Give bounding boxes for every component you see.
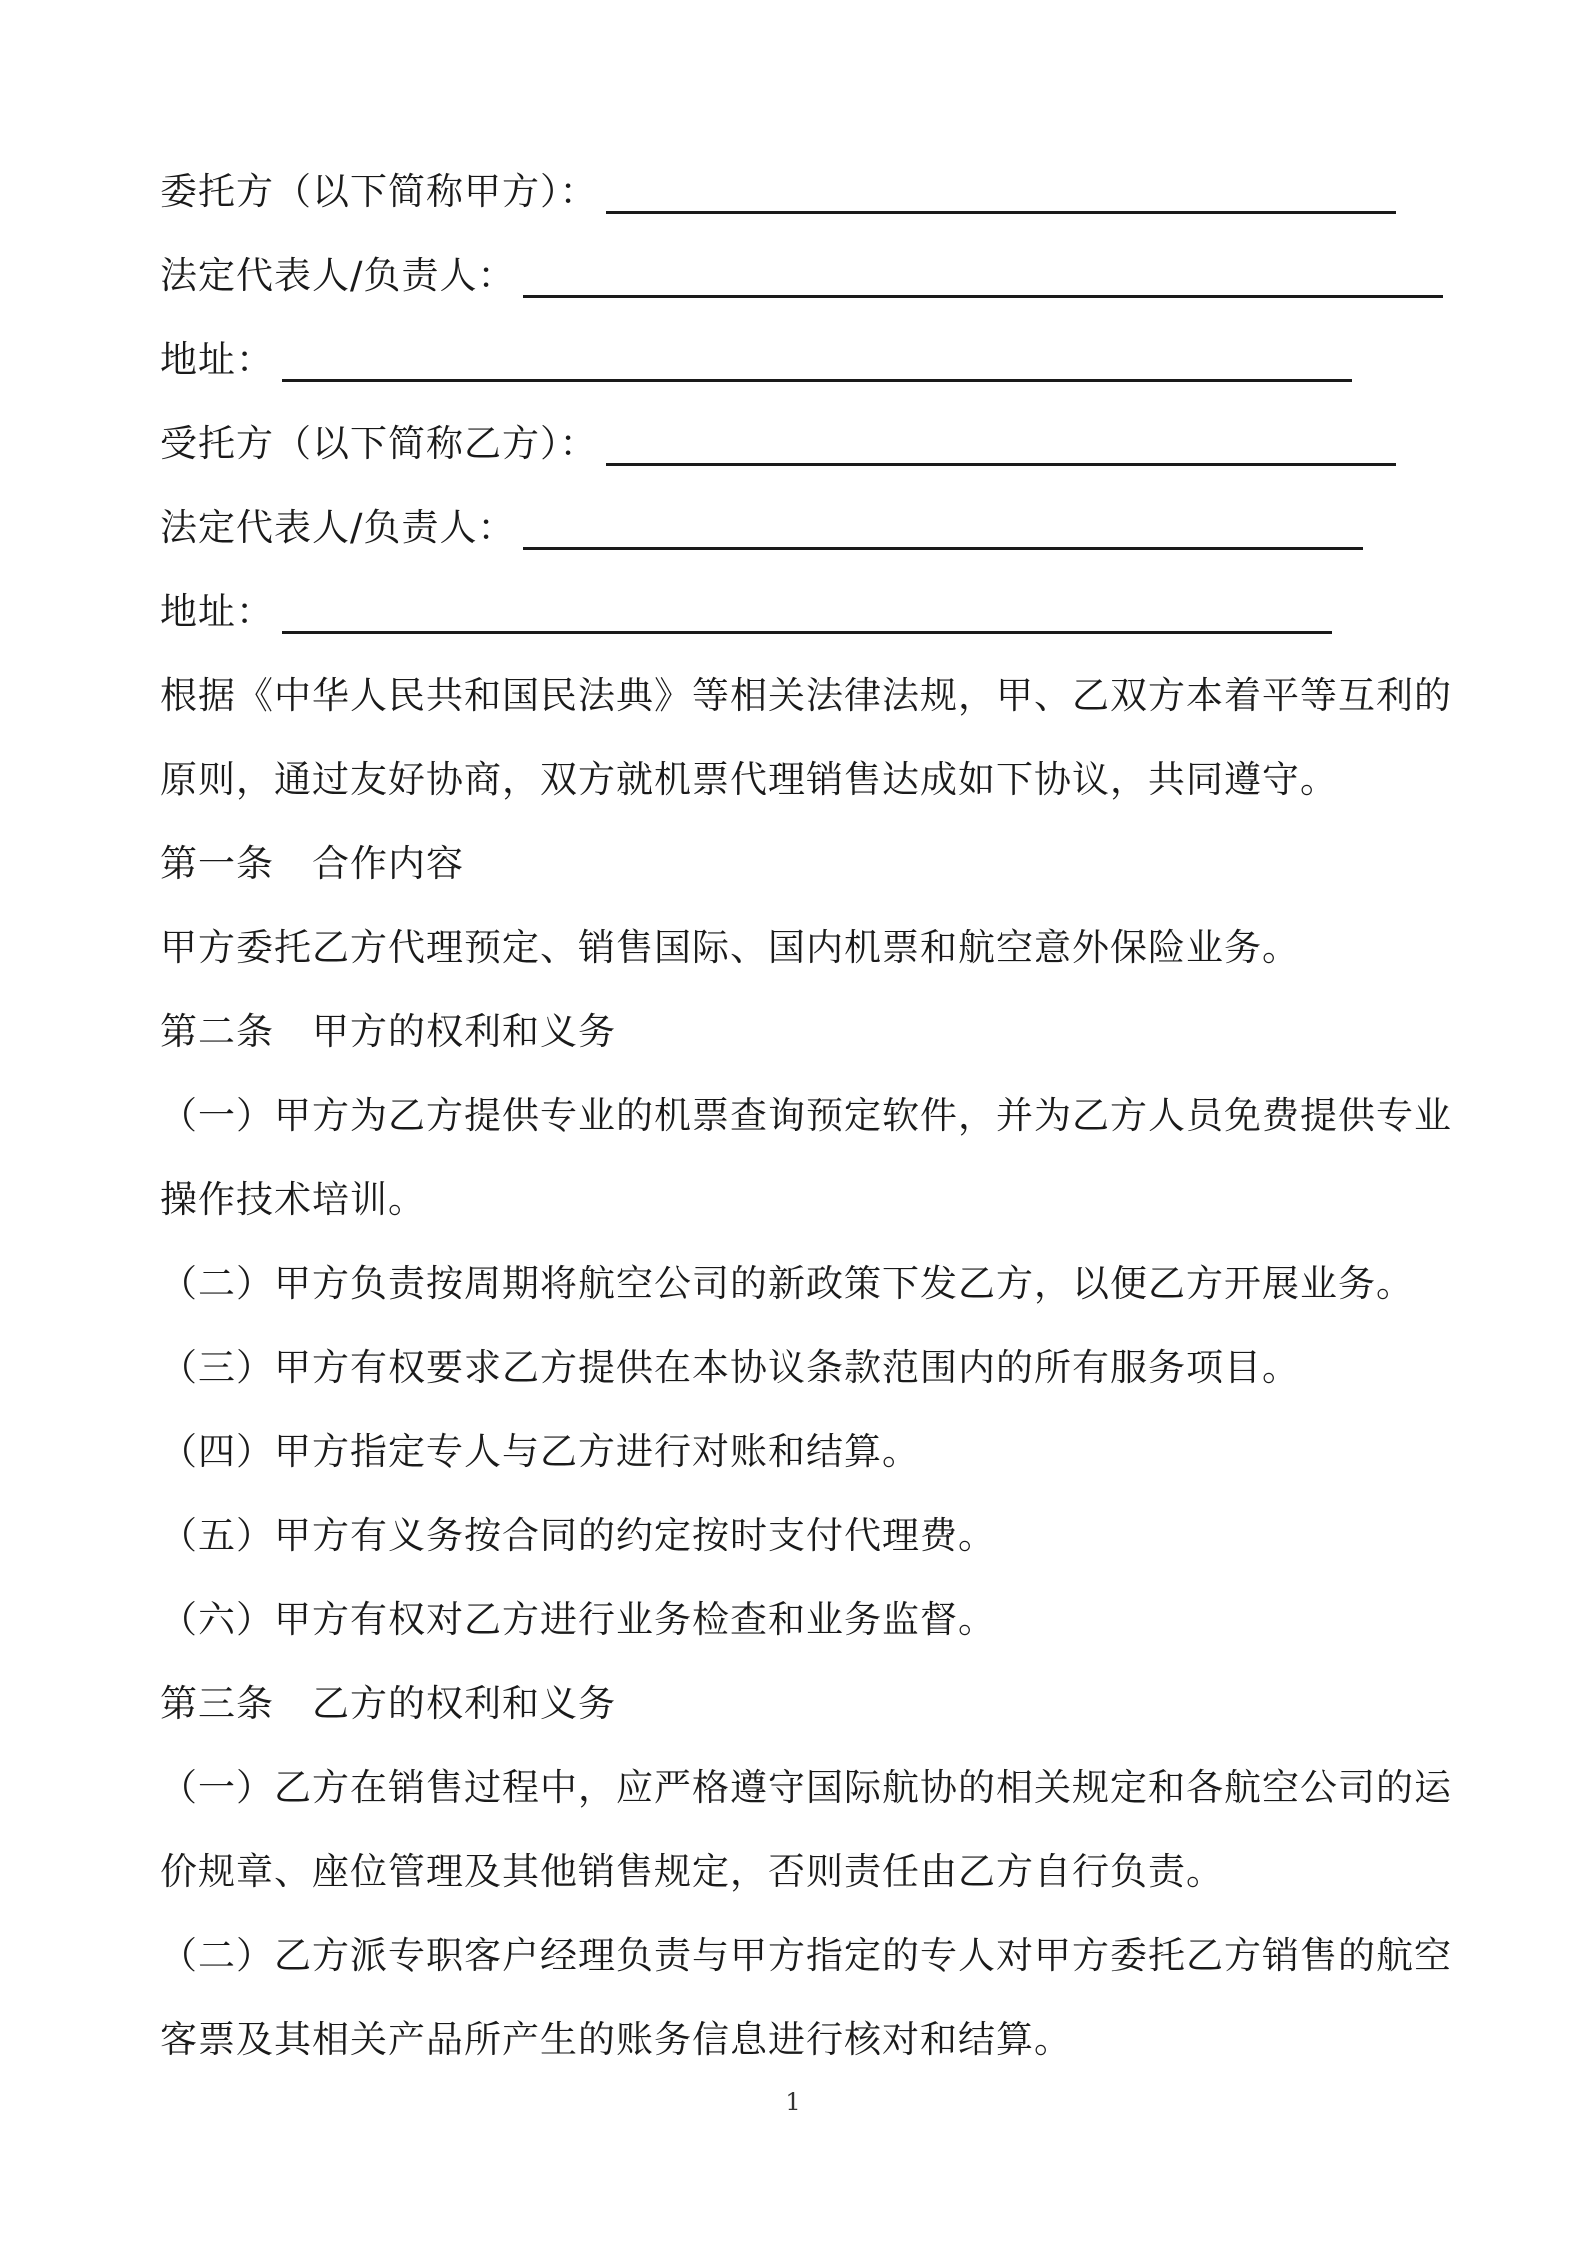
- article-3-item-1-line-1: （一）乙方在销售过程中，应严格遵守国际航协的相关规定和各航空公司的运: [160, 1766, 1452, 1809]
- principal-address-label: 地址：: [160, 338, 274, 381]
- principal-rep-label: 法定代表人/负责人：: [160, 254, 516, 297]
- agent-label: 受托方（以下简称乙方）：: [160, 422, 598, 465]
- article-2-title: 甲方的权利和义务: [312, 1010, 616, 1053]
- principal-rep-blank-line[interactable]: [523, 259, 1443, 298]
- article-3-item-2-line-1: （二）乙方派专职客户经理负责与甲方指定的专人对甲方委托乙方销售的航空: [160, 1934, 1452, 1977]
- article-3-item-1-line-2: 价规章、座位管理及其他销售规定，否则责任由乙方自行负责。: [160, 1850, 1224, 1893]
- agent-field: [160, 422, 1396, 466]
- article-1-number: 第一条: [160, 842, 274, 885]
- agent-address-label: 地址：: [160, 590, 274, 633]
- article-2-item-5: （五）甲方有义务按合同的约定按时支付代理费。: [160, 1514, 996, 1557]
- principal-label: 委托方（以下简称甲方）：: [160, 170, 598, 213]
- agent-rep-label: 法定代表人/负责人：: [160, 506, 516, 549]
- article-3-item-2-line-2: 客票及其相关产品所产生的账务信息进行核对和结算。: [160, 2018, 1072, 2061]
- article-1-heading: [160, 842, 464, 886]
- article-2-item-3: （三）甲方有权要求乙方提供在本协议条款范围内的所有服务项目。: [160, 1346, 1300, 1389]
- article-2-heading: [160, 1010, 616, 1054]
- article-1-body: 甲方委托乙方代理预定、销售国际、国内机票和航空意外保险业务。: [160, 926, 1300, 969]
- article-1-title: 合作内容: [312, 842, 464, 885]
- principal-address-field: [160, 338, 1352, 382]
- article-3-number: 第三条: [160, 1682, 274, 1725]
- principal-blank-line[interactable]: [606, 175, 1396, 214]
- article-3-heading: [160, 1682, 616, 1726]
- principal-address-blank-line[interactable]: [282, 343, 1352, 382]
- agent-address-field: [160, 590, 1332, 634]
- principal-rep-field: [160, 254, 1443, 298]
- agent-rep-blank-line[interactable]: [523, 511, 1363, 550]
- article-3-title: 乙方的权利和义务: [312, 1682, 616, 1725]
- agent-address-blank-line[interactable]: [282, 595, 1332, 634]
- agent-blank-line[interactable]: [606, 427, 1396, 466]
- principal-field: [160, 170, 1396, 214]
- article-2-item-6: （六）甲方有权对乙方进行业务检查和业务监督。: [160, 1598, 996, 1641]
- article-2-item-4: （四）甲方指定专人与乙方进行对账和结算。: [160, 1430, 920, 1473]
- preamble-line-1: 根据《中华人民共和国民法典》等相关法律法规，甲、乙双方本着平等互利的: [160, 674, 1452, 717]
- article-2-item-1-line-1: （一）甲方为乙方提供专业的机票查询预定软件，并为乙方人员免费提供专业: [160, 1094, 1452, 1137]
- article-2-number: 第二条: [160, 1010, 274, 1053]
- page-number: 1: [785, 2088, 801, 2116]
- agent-rep-field: [160, 506, 1363, 550]
- preamble-line-2: 原则，通过友好协商，双方就机票代理销售达成如下协议，共同遵守。: [160, 758, 1338, 801]
- article-2-item-2: （二）甲方负责按周期将航空公司的新政策下发乙方，以便乙方开展业务。: [160, 1262, 1414, 1305]
- article-2-item-1-line-2: 操作技术培训。: [160, 1178, 426, 1221]
